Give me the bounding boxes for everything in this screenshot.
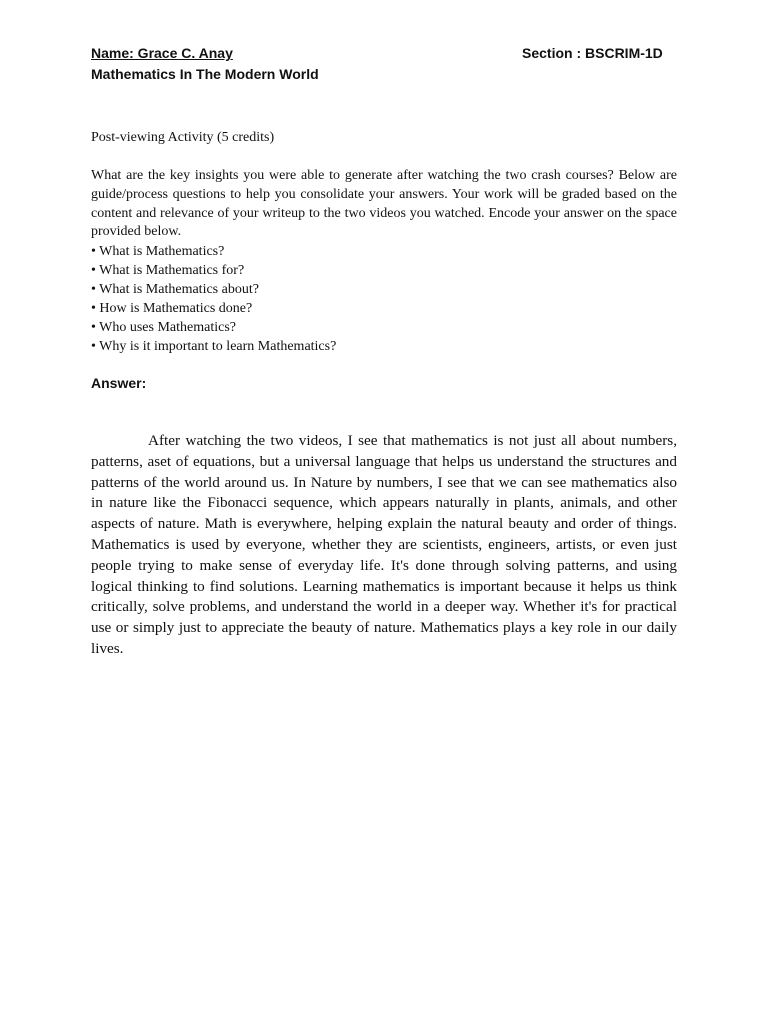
guide-question: • Why is it important to learn Mathematics? — [91, 339, 337, 354]
activity-title: Post-viewing Activity (5 credits) — [91, 130, 275, 145]
student-name: Name: Grace C. Anay — [91, 45, 233, 61]
guide-question: • What is Mathematics about? — [91, 282, 259, 297]
answer-label: Answer: — [91, 375, 147, 391]
guide-question: • How is Mathematics done? — [91, 301, 253, 316]
guide-question: • What is Mathematics? — [91, 244, 225, 259]
guide-question: • Who uses Mathematics? — [91, 320, 236, 335]
student-section: Section : BSCRIM-1D — [522, 45, 663, 61]
activity-instructions: What are the key insights you were able to generate after watching the two crash courses? Below are guide/process questions to help you consolidate your answers. Your work will be graded based on the content and relevance of your writeup to the two videos you watched. Encode your answer on the space provided below. — [91, 168, 677, 240]
course-title: Mathematics In The Modern World — [91, 66, 319, 82]
guide-questions-list — [91, 242, 336, 356]
guide-question: • What is Mathematics for? — [91, 263, 245, 278]
answer-paragraph: After watching the two videos, I see that mathematics is not just all about numbers, patterns, aset of equations, but a universal language that helps us understand the structures and patterns of the world around us. In Nature by numbers, I see that we can see mathematics also in nature like the Fibonacci sequence, which appears naturally in plants, animals, and other aspects of nature. Math is everywhere, helping explain the natural beauty and order of things. Mathematics is used by everyone, whether they are scientists, engineers, artists, or even just people trying to make sense of everyday life. It's done through solving patterns, and using logical thinking to find solutions. Learning mathematics is important because it helps us think critically, solve problems, and understand the world in a deeper way. Whether it's for practical use or simply just to appreciate the beauty of nature. Mathematics plays a key role in our daily lives. — [91, 432, 677, 657]
